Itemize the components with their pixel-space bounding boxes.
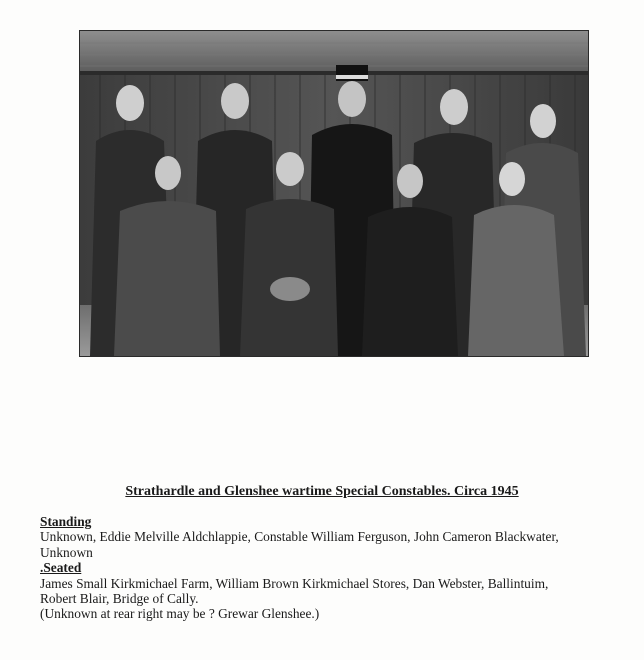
identification-note: (Unknown at rear right may be ? Grewar Glenshee.) (40, 606, 320, 622)
seated-names-line-2: Robert Blair, Bridge of Cally. (40, 591, 199, 607)
photo-caption: Strathardle and Glenshee wartime Special Constables. Circa 1945 (125, 484, 519, 499)
standing-heading: Standing (40, 514, 92, 529)
seated-names-line-1: James Small Kirkmichael Farm, William Brown Kirkmichael Stores, Dan Webster, Ballintuim, (40, 575, 549, 591)
names-list (40, 514, 610, 622)
standing-names-line-1: Unknown, Eddie Melville Aldchlappie, Constable William Ferguson, John Cameron Blackwater, (40, 529, 559, 545)
seated-heading: .Seated (40, 560, 82, 576)
group-photograph (80, 31, 588, 356)
standing-names-line-2: Unknown (40, 544, 93, 560)
roof (80, 31, 588, 73)
